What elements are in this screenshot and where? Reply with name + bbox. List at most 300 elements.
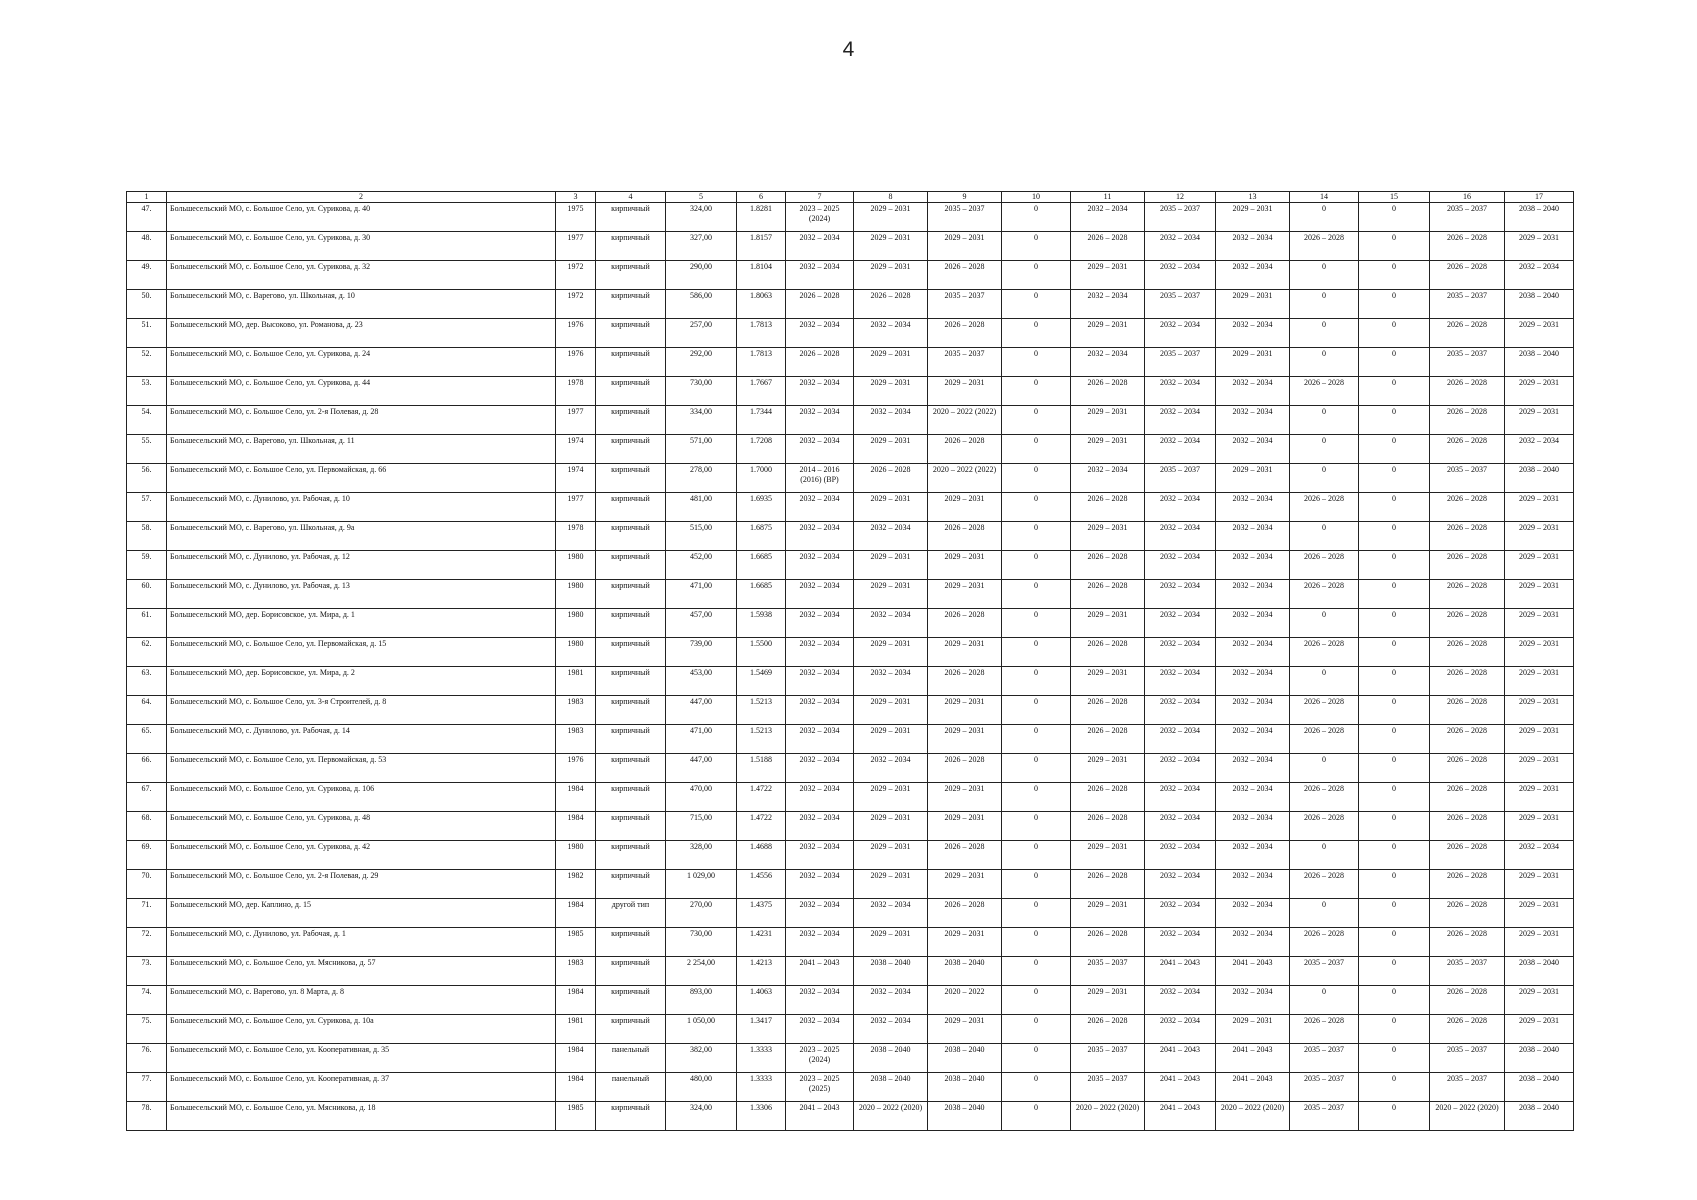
table-cell: кирпичный [596, 609, 666, 638]
address-cell: Большесельский МО, с. Большое Село, ул. Сурикова, д. 106 [167, 783, 556, 812]
table-cell: 0 [1359, 261, 1430, 290]
table-row [127, 609, 1574, 638]
table-cell: 2032 – 2034 [1216, 696, 1290, 725]
table-cell: 2023 – 2025 (2024) [786, 1044, 854, 1073]
table-cell: 453,00 [666, 667, 737, 696]
row-number-cell: 50. [127, 290, 167, 319]
table-cell: 1.8281 [737, 203, 786, 232]
table-cell: 0 [1290, 899, 1359, 928]
table-cell: 2029 – 2031 [928, 232, 1002, 261]
table-body [127, 192, 1574, 1131]
table-cell: 730,00 [666, 377, 737, 406]
table-cell: 2035 – 2037 [1430, 957, 1505, 986]
table-cell: 1.7813 [737, 348, 786, 377]
table-row [127, 783, 1574, 812]
row-number-cell: 78. [127, 1102, 167, 1131]
table-cell: 2032 – 2034 [786, 580, 854, 609]
table-cell: 2026 – 2028 [1071, 812, 1145, 841]
table-cell: 1984 [556, 1044, 596, 1073]
table-cell: кирпичный [596, 841, 666, 870]
table-cell: 0 [1290, 754, 1359, 783]
table-row [127, 203, 1574, 232]
table-cell: 1975 [556, 203, 596, 232]
table-cell: 2026 – 2028 [1071, 580, 1145, 609]
table-cell: 2029 – 2031 [854, 435, 928, 464]
table-cell: 2026 – 2028 [1430, 754, 1505, 783]
table-cell: 2026 – 2028 [1430, 812, 1505, 841]
table-cell: 730,00 [666, 928, 737, 957]
table-cell: 2026 – 2028 [1430, 899, 1505, 928]
table-cell: 0 [1002, 754, 1071, 783]
table-cell: 2032 – 2034 [1216, 725, 1290, 754]
table-cell: 2041 – 2043 [1145, 1102, 1216, 1131]
table-row [127, 551, 1574, 580]
table-cell: 2032 – 2034 [786, 319, 854, 348]
table-cell: 0 [1359, 957, 1430, 986]
table-cell: 0 [1359, 696, 1430, 725]
table-cell: 1980 [556, 609, 596, 638]
table-cell: 2032 – 2034 [1071, 348, 1145, 377]
table-cell: кирпичный [596, 522, 666, 551]
table-cell: 2026 – 2028 [1290, 725, 1359, 754]
table-cell: 2032 – 2034 [854, 522, 928, 551]
table-cell: 2032 – 2034 [1145, 551, 1216, 580]
table-cell: 1.3333 [737, 1073, 786, 1102]
column-number-cell: 17 [1505, 192, 1574, 203]
table-cell: 2032 – 2034 [1145, 406, 1216, 435]
table-cell: 1978 [556, 377, 596, 406]
table-cell: 0 [1002, 725, 1071, 754]
table-cell: 2035 – 2037 [1430, 1044, 1505, 1073]
address-cell: Большесельский МО, с. Варегово, ул. Школьная, д. 9а [167, 522, 556, 551]
table-cell: 2032 – 2034 [1145, 319, 1216, 348]
table-cell: 334,00 [666, 406, 737, 435]
table-cell: кирпичный [596, 638, 666, 667]
table-cell: кирпичный [596, 928, 666, 957]
table-cell: 1977 [556, 406, 596, 435]
table-cell: 0 [1002, 464, 1071, 493]
table-cell: 0 [1359, 551, 1430, 580]
table-cell: 2026 – 2028 [928, 261, 1002, 290]
table-cell: 0 [1002, 899, 1071, 928]
table-cell: 2026 – 2028 [1430, 986, 1505, 1015]
table-cell: 1984 [556, 783, 596, 812]
table-cell: 2026 – 2028 [1430, 609, 1505, 638]
table-cell: 2032 – 2034 [1145, 986, 1216, 1015]
table-cell: 2032 – 2034 [854, 986, 928, 1015]
table-cell: 2035 – 2037 [1071, 957, 1145, 986]
table-cell: 1980 [556, 551, 596, 580]
table-cell: 2026 – 2028 [1430, 783, 1505, 812]
table-cell: 0 [1290, 609, 1359, 638]
table-cell: 1 050,00 [666, 1015, 737, 1044]
table-row [127, 1102, 1574, 1131]
address-cell: Большесельский МО, с. Большое Село, ул. Кооперативная, д. 35 [167, 1044, 556, 1073]
table-cell: 1972 [556, 261, 596, 290]
table-cell: 0 [1359, 986, 1430, 1015]
table-cell: 0 [1359, 1102, 1430, 1131]
address-cell: Большесельский МО, дер. Каплино, д. 15 [167, 899, 556, 928]
table-cell: кирпичный [596, 464, 666, 493]
table-cell: 2032 – 2034 [854, 899, 928, 928]
table-cell: 470,00 [666, 783, 737, 812]
address-cell: Большесельский МО, с. Большое Село, ул. Сурикова, д. 44 [167, 377, 556, 406]
table-row [127, 638, 1574, 667]
table-cell: 2029 – 2031 [928, 928, 1002, 957]
table-cell: 0 [1359, 783, 1430, 812]
table-cell: 0 [1002, 1015, 1071, 1044]
table-cell: 1.7208 [737, 435, 786, 464]
table-cell: 2032 – 2034 [854, 319, 928, 348]
row-number-cell: 67. [127, 783, 167, 812]
table-cell: 2032 – 2034 [786, 812, 854, 841]
address-cell: Большесельский МО, с. Большое Село, ул. Мясникова, д. 18 [167, 1102, 556, 1131]
table-cell: 0 [1002, 551, 1071, 580]
table-cell: 1.4063 [737, 986, 786, 1015]
table-cell: 893,00 [666, 986, 737, 1015]
table-cell: 2026 – 2028 [1290, 377, 1359, 406]
table-cell: 1 029,00 [666, 870, 737, 899]
address-cell: Большесельский МО, дер. Борисовское, ул. Мира, д. 2 [167, 667, 556, 696]
table-cell: 2032 – 2034 [1145, 261, 1216, 290]
table-row [127, 580, 1574, 609]
table-cell: 1972 [556, 290, 596, 319]
table-cell: 2026 – 2028 [854, 464, 928, 493]
table-row [127, 406, 1574, 435]
table-cell: 2020 – 2022 (2020) [854, 1102, 928, 1131]
page-number: 4 [842, 38, 855, 61]
table-cell: 0 [1359, 232, 1430, 261]
address-cell: Большесельский МО, с. Большое Село, ул. 2-я Полевая, д. 28 [167, 406, 556, 435]
table-cell: 2029 – 2031 [1505, 493, 1574, 522]
table-cell: 2026 – 2028 [1430, 435, 1505, 464]
table-cell: 2041 – 2043 [1216, 1044, 1290, 1073]
table-cell: 0 [1359, 1073, 1430, 1102]
table-cell: 2032 – 2034 [786, 232, 854, 261]
table-cell: 2032 – 2034 [786, 696, 854, 725]
table-cell: 2032 – 2034 [786, 609, 854, 638]
table-cell: 2029 – 2031 [1505, 551, 1574, 580]
row-number-cell: 54. [127, 406, 167, 435]
table-cell: 2041 – 2043 [786, 957, 854, 986]
table-cell: 2026 – 2028 [1290, 812, 1359, 841]
row-number-cell: 49. [127, 261, 167, 290]
table-cell: 2032 – 2034 [1145, 232, 1216, 261]
table-cell: 2029 – 2031 [1505, 232, 1574, 261]
row-number-cell: 75. [127, 1015, 167, 1044]
table-cell: кирпичный [596, 812, 666, 841]
table-cell: 1.7344 [737, 406, 786, 435]
table-cell: 2035 – 2037 [1290, 1102, 1359, 1131]
table-cell: кирпичный [596, 319, 666, 348]
table-cell: 2032 – 2034 [1216, 551, 1290, 580]
table-cell: 2032 – 2034 [786, 986, 854, 1015]
table-row [127, 870, 1574, 899]
address-cell: Большесельский МО, с. Большое Село, ул. Первомайская, д. 66 [167, 464, 556, 493]
table-cell: 2032 – 2034 [1216, 899, 1290, 928]
table-cell: 0 [1290, 667, 1359, 696]
table-cell: 2026 – 2028 [1430, 406, 1505, 435]
table-cell: 2026 – 2028 [1071, 493, 1145, 522]
table-cell: 0 [1002, 1102, 1071, 1131]
table-cell: 1984 [556, 986, 596, 1015]
table-cell: 2029 – 2031 [854, 812, 928, 841]
table-cell: 452,00 [666, 551, 737, 580]
table-cell: 2026 – 2028 [786, 290, 854, 319]
table-cell: 471,00 [666, 725, 737, 754]
table-cell: 2026 – 2028 [1430, 841, 1505, 870]
table-cell: 1980 [556, 638, 596, 667]
table-cell: 2032 – 2034 [786, 754, 854, 783]
table-cell: 0 [1359, 928, 1430, 957]
table-cell: 324,00 [666, 203, 737, 232]
table-cell: 2032 – 2034 [1505, 261, 1574, 290]
table-cell: 2035 – 2037 [1145, 290, 1216, 319]
table-cell: кирпичный [596, 580, 666, 609]
table-cell: 0 [1359, 754, 1430, 783]
table-cell: 2029 – 2031 [854, 783, 928, 812]
table-cell: 2029 – 2031 [1505, 667, 1574, 696]
table-cell: 2029 – 2031 [928, 870, 1002, 899]
table-cell: 2041 – 2043 [1216, 1073, 1290, 1102]
table-cell: 2026 – 2028 [1430, 261, 1505, 290]
table-cell: 2032 – 2034 [1216, 986, 1290, 1015]
table-cell: 0 [1359, 377, 1430, 406]
column-number-cell: 4 [596, 192, 666, 203]
table-cell: 1.7667 [737, 377, 786, 406]
column-number-cell: 1 [127, 192, 167, 203]
table-row [127, 348, 1574, 377]
table-cell: 2032 – 2034 [854, 406, 928, 435]
table-cell: 2032 – 2034 [1505, 841, 1574, 870]
table-cell: 270,00 [666, 899, 737, 928]
table-cell: 2029 – 2031 [928, 812, 1002, 841]
table-cell: 0 [1359, 812, 1430, 841]
table-cell: 2035 – 2037 [1430, 464, 1505, 493]
table-cell: 0 [1359, 435, 1430, 464]
table-row [127, 928, 1574, 957]
table-cell: 2029 – 2031 [1505, 870, 1574, 899]
table-cell: 0 [1359, 841, 1430, 870]
table-cell: 2035 – 2037 [1145, 203, 1216, 232]
table-row [127, 725, 1574, 754]
table-cell: 2032 – 2034 [1145, 841, 1216, 870]
table-cell: 1977 [556, 493, 596, 522]
table-cell: 0 [1002, 870, 1071, 899]
table-cell: 0 [1290, 319, 1359, 348]
table-cell: 739,00 [666, 638, 737, 667]
table-cell: 447,00 [666, 696, 737, 725]
table-cell: 2029 – 2031 [854, 841, 928, 870]
table-cell: 2029 – 2031 [854, 696, 928, 725]
table-cell: 2020 – 2022 (2022) [928, 464, 1002, 493]
table-cell: 328,00 [666, 841, 737, 870]
table-cell: 2026 – 2028 [1430, 493, 1505, 522]
table-cell: 457,00 [666, 609, 737, 638]
table-cell: 2026 – 2028 [854, 290, 928, 319]
table-cell: 1.6875 [737, 522, 786, 551]
table-cell: 2029 – 2031 [1071, 609, 1145, 638]
table-cell: 2026 – 2028 [1071, 1015, 1145, 1044]
table-cell: 2029 – 2031 [1505, 812, 1574, 841]
table-cell: 2032 – 2034 [1216, 522, 1290, 551]
table-cell: 1976 [556, 754, 596, 783]
table-cell: 2032 – 2034 [1145, 812, 1216, 841]
table-cell: 2029 – 2031 [1071, 522, 1145, 551]
row-number-cell: 59. [127, 551, 167, 580]
table-cell: 2029 – 2031 [928, 551, 1002, 580]
table-cell: 2032 – 2034 [1145, 522, 1216, 551]
table-cell: кирпичный [596, 435, 666, 464]
table-cell: 1980 [556, 841, 596, 870]
table-cell: 2029 – 2031 [1505, 580, 1574, 609]
address-cell: Большесельский МО, с. Большое Село, ул. Сурикова, д. 24 [167, 348, 556, 377]
table-cell: 0 [1359, 870, 1430, 899]
table-cell: 0 [1002, 986, 1071, 1015]
table-cell: 0 [1002, 609, 1071, 638]
table-cell: 0 [1002, 957, 1071, 986]
table-cell: 292,00 [666, 348, 737, 377]
table-cell: 2029 – 2031 [928, 638, 1002, 667]
table-cell: 1.4213 [737, 957, 786, 986]
table-cell: 2032 – 2034 [1216, 377, 1290, 406]
table-cell: 2032 – 2034 [1145, 783, 1216, 812]
table-cell: 2032 – 2034 [1145, 435, 1216, 464]
table-cell: 2029 – 2031 [1071, 899, 1145, 928]
table-row [127, 232, 1574, 261]
table-cell: 2038 – 2040 [1505, 957, 1574, 986]
table-row [127, 290, 1574, 319]
table-cell: 0 [1359, 580, 1430, 609]
row-number-cell: 70. [127, 870, 167, 899]
table-cell: 2026 – 2028 [928, 609, 1002, 638]
row-number-cell: 74. [127, 986, 167, 1015]
table-cell: 2032 – 2034 [786, 261, 854, 290]
table-cell: 571,00 [666, 435, 737, 464]
table-cell: 2032 – 2034 [1145, 493, 1216, 522]
table-cell: 2032 – 2034 [1145, 580, 1216, 609]
table-cell: 2026 – 2028 [1430, 580, 1505, 609]
table-cell: 2026 – 2028 [1290, 580, 1359, 609]
table-cell: 2026 – 2028 [1290, 1015, 1359, 1044]
table-cell: 0 [1290, 841, 1359, 870]
table-cell: 0 [1359, 406, 1430, 435]
table-cell: 0 [1002, 638, 1071, 667]
table-cell: 2026 – 2028 [1430, 638, 1505, 667]
table-row [127, 812, 1574, 841]
address-cell: Большесельский МО, с. Большое Село, ул. Мясникова, д. 57 [167, 957, 556, 986]
table-cell: 0 [1290, 348, 1359, 377]
row-number-cell: 76. [127, 1044, 167, 1073]
table-cell: 2029 – 2031 [854, 261, 928, 290]
table-cell: 2 254,00 [666, 957, 737, 986]
address-cell: Большесельский МО, с. Дунилово, ул. Рабочая, д. 14 [167, 725, 556, 754]
table-cell: 1.3306 [737, 1102, 786, 1131]
table-row [127, 435, 1574, 464]
table-cell: 0 [1290, 464, 1359, 493]
table-cell: 2026 – 2028 [1071, 696, 1145, 725]
table-cell: 0 [1359, 348, 1430, 377]
table-cell: 2032 – 2034 [786, 783, 854, 812]
table-cell: 2032 – 2034 [786, 522, 854, 551]
table-cell: 2032 – 2034 [854, 667, 928, 696]
table-cell: 2032 – 2034 [786, 406, 854, 435]
row-number-cell: 73. [127, 957, 167, 986]
table-cell: 1.4688 [737, 841, 786, 870]
table-cell: 257,00 [666, 319, 737, 348]
table-row [127, 899, 1574, 928]
table-cell: 2035 – 2037 [1145, 348, 1216, 377]
table-cell: 0 [1002, 783, 1071, 812]
table-cell: 1.7000 [737, 464, 786, 493]
table-cell: 2032 – 2034 [1216, 841, 1290, 870]
table-cell: 2038 – 2040 [928, 1073, 1002, 1102]
table-cell: 2032 – 2034 [1216, 609, 1290, 638]
table-cell: 0 [1002, 580, 1071, 609]
table-cell: 2029 – 2031 [928, 783, 1002, 812]
table-cell: 1983 [556, 696, 596, 725]
table-row [127, 1015, 1574, 1044]
table-cell: другой тип [596, 899, 666, 928]
table-cell: 2032 – 2034 [786, 928, 854, 957]
table-cell: 1.4556 [737, 870, 786, 899]
address-cell: Большесельский МО, с. Дунилово, ул. Рабочая, д. 10 [167, 493, 556, 522]
table-cell: 2035 – 2037 [1071, 1044, 1145, 1073]
table-cell: 0 [1290, 522, 1359, 551]
table-cell: 2026 – 2028 [1290, 551, 1359, 580]
address-cell: Большесельский МО, с. Варегово, ул. 8 Марта, д. 8 [167, 986, 556, 1015]
table-cell: 2026 – 2028 [1071, 551, 1145, 580]
table-cell: 2026 – 2028 [1430, 232, 1505, 261]
table-cell: 1.4231 [737, 928, 786, 957]
table-row [127, 754, 1574, 783]
table-cell: 2038 – 2040 [928, 957, 1002, 986]
table-row [127, 319, 1574, 348]
table-cell: 1.7813 [737, 319, 786, 348]
table-cell: 2038 – 2040 [854, 1073, 928, 1102]
table-cell: кирпичный [596, 870, 666, 899]
table-cell: 0 [1002, 841, 1071, 870]
table-cell: 1.5213 [737, 696, 786, 725]
table-cell: 2041 – 2043 [786, 1102, 854, 1131]
table-cell: 2026 – 2028 [1071, 638, 1145, 667]
column-number-cell: 14 [1290, 192, 1359, 203]
table-cell: 2032 – 2034 [1216, 435, 1290, 464]
table-cell: 2029 – 2031 [854, 377, 928, 406]
row-number-cell: 61. [127, 609, 167, 638]
address-cell: Большесельский МО, дер. Борисовское, ул. Мира, д. 1 [167, 609, 556, 638]
table-cell: 2035 – 2037 [928, 290, 1002, 319]
table-cell: 2032 – 2034 [1145, 899, 1216, 928]
table-cell: 0 [1290, 261, 1359, 290]
table-cell: 2026 – 2028 [1071, 870, 1145, 899]
table-cell: 0 [1002, 203, 1071, 232]
table-cell: 1974 [556, 464, 596, 493]
table-cell: 2029 – 2031 [1071, 986, 1145, 1015]
table-cell: 2029 – 2031 [854, 725, 928, 754]
table-cell: 2041 – 2043 [1216, 957, 1290, 986]
table-cell: 1.4722 [737, 783, 786, 812]
table-cell: 2038 – 2040 [928, 1102, 1002, 1131]
table-cell: 2029 – 2031 [928, 493, 1002, 522]
table-cell: 2032 – 2034 [786, 493, 854, 522]
table-cell: 2038 – 2040 [1505, 348, 1574, 377]
table-row [127, 377, 1574, 406]
table-cell: 0 [1002, 348, 1071, 377]
table-cell: 2029 – 2031 [1071, 667, 1145, 696]
table-cell: 2026 – 2028 [1290, 638, 1359, 667]
table-cell: 0 [1359, 319, 1430, 348]
